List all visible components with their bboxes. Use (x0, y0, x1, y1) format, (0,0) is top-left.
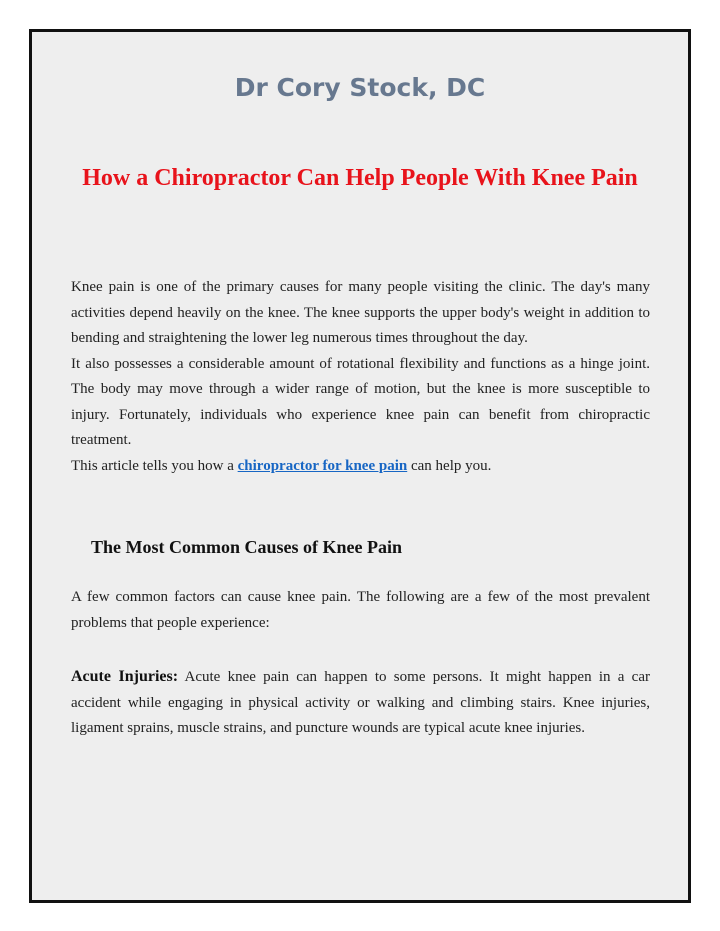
intro-section (69, 275, 650, 479)
section-heading: The Most Common Causes of Knee Pain (91, 537, 402, 557)
intro-paragraph-3 (69, 454, 650, 480)
chiropractor-link[interactable]: chiropractor for knee pain (237, 457, 408, 474)
intro-paragraph-3-before: This article tells you how a (71, 457, 238, 474)
acute-injuries-paragraph (69, 664, 650, 742)
section-intro-paragraph: A few common factors can cause knee pain. The following are a few of the most prevalent problems that people experience: (71, 589, 650, 631)
intro-paragraph-3-after: can help you. (407, 457, 492, 474)
intro-paragraph-1: Knee pain is one of the primary causes for many people visiting the clinic. The day's many activities depend heavily on the knee. The knee supports the upper body's weight in addition to bending and straightening the lower leg numerous times throughout the day. (71, 279, 650, 346)
author-title: Dr Cory Stock, DC (234, 73, 486, 102)
article-title: How a Chiropractor Can Help People With Knee Pain (82, 165, 638, 191)
section-intro (69, 585, 650, 636)
intro-paragraph-2: It also possesses a considerable amount of rotational flexibility and functions as a hinge joint. The body may move through a wider range of motion, but the knee is more susceptible to injury. Fortunately, individuals who experience knee pain can benefit from chiropractic treatment. (71, 355, 650, 448)
acute-injuries-text: Acute knee pain can happen to some persons. It might happen in a car accident while engaging in physical activity or walking and climbing stairs. Knee injuries, ligament sprains, muscle strains, and puncture wounds are typical acute knee injuries. (71, 669, 650, 736)
acute-injuries-label: Acute Injuries: (71, 668, 179, 685)
acute-injuries-section (69, 664, 650, 742)
